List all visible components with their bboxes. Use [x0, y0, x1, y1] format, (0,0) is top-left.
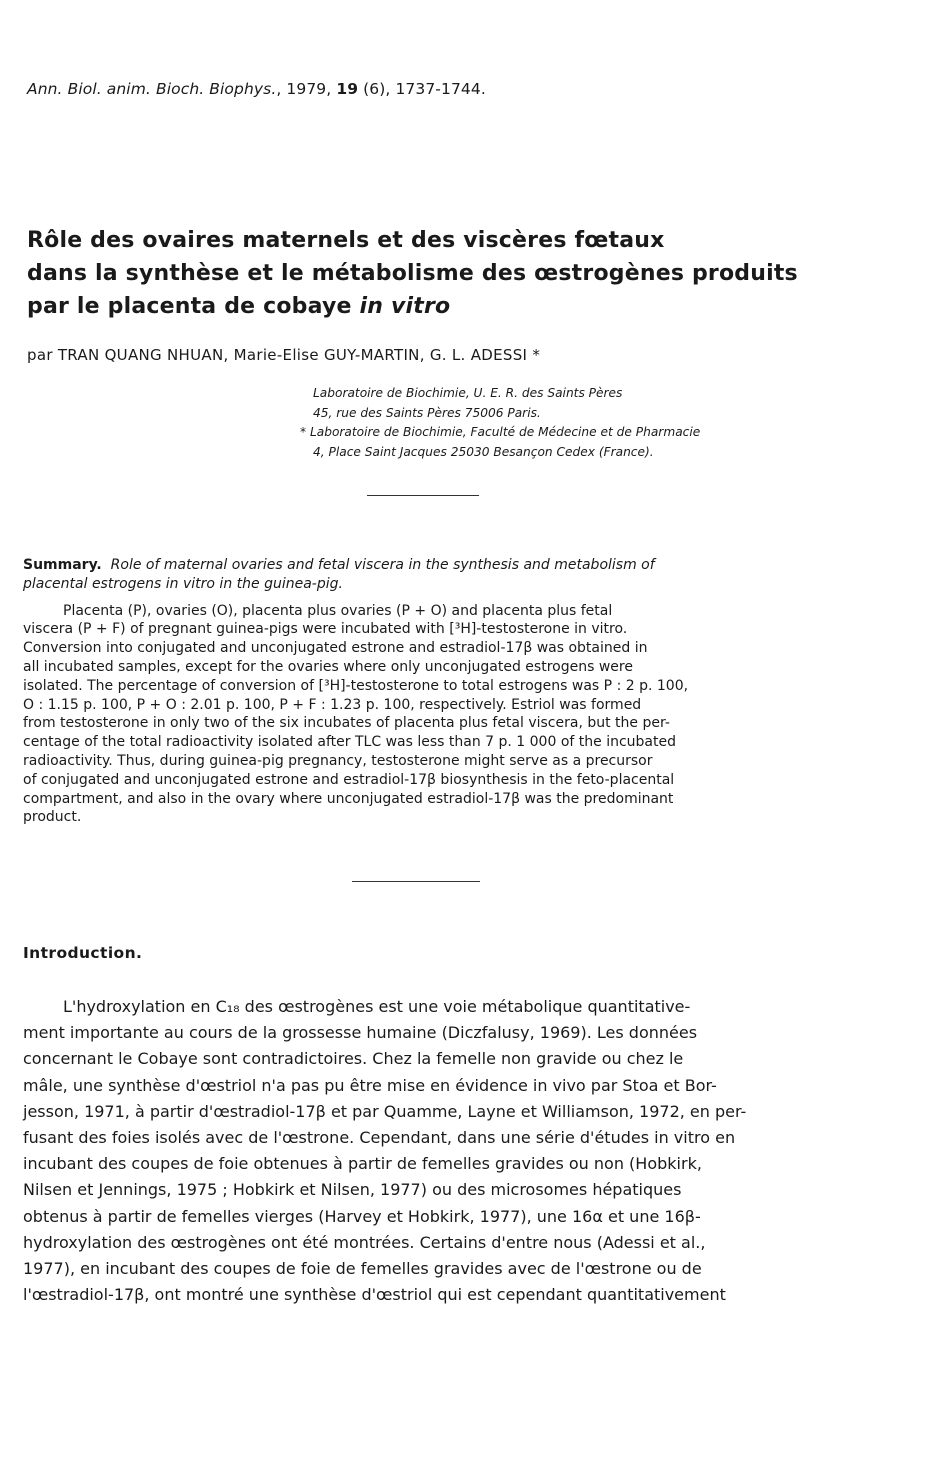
body-line: jesson, 1971, à partir d'œstradiol-17β et par Quamme, Layne et Williamson, 1972, en per- — [23, 1101, 747, 1121]
summary-line: compartment, and also in the ovary where unconjugated estradiol-17β was the predominant — [23, 790, 674, 807]
body-line: obtenus à partir de femelles vierges (Harvey et Hobkirk, 1977), une 16α et une 16β- — [23, 1206, 701, 1226]
affiliation-line: 4, Place Saint Jacques 25030 Besançon Cedex (France). — [313, 444, 654, 459]
body-line: l'œstradiol-17β, ont montré une synthèse d'œstriol qui est cependant quantitativement — [23, 1285, 726, 1305]
summary-abstract — [23, 556, 818, 827]
divider — [352, 881, 480, 882]
summary-heading-line — [23, 556, 818, 575]
summary-line: from testosterone in only two of the six incubates of placenta plus fetal viscera, but the per- — [23, 715, 670, 732]
citation-pages: (6), 1737-1744. — [358, 80, 486, 98]
body-line: Nilsen et Jennings, 1975 ; Hobkirk et Nilsen, 1977) ou des microsomes hépatiques — [23, 1180, 682, 1200]
introduction-body — [23, 994, 818, 1308]
summary-line: Conversion into conjugated and unconjugated estrone and estradiol-17β was obtained in — [23, 640, 648, 657]
summary-line: product. — [23, 809, 82, 826]
title-line-3 — [27, 290, 867, 323]
affiliation-line: * Laboratoire de Biochimie, Faculté de Médecine et de Pharmacie — [300, 425, 701, 439]
summary-title: Role of maternal ovaries and fetal viscera in the synthesis and metabolism of — [110, 557, 655, 573]
body-line: hydroxylation des œstrogènes ont été montrées. Certains d'entre nous (Adessi et al., — [23, 1232, 706, 1252]
summary-line: centage of the total radioactivity isolated after TLC was less than 7 p. 1 000 of the incubated — [23, 734, 676, 751]
summary-title-cont: placental estrogens in vitro in the guinea-pig. — [23, 575, 343, 592]
body-line: fusant des foies isolés avec de l'œstrone. Cependant, dans une série d'études in vitro en — [23, 1128, 736, 1148]
title-line-2: dans la synthèse et le métabolisme des œstrogènes produits — [27, 261, 798, 286]
summary-line: viscera (P + F) of pregnant guinea-pigs were incubated with [³H]-testosterone in vitro. — [23, 621, 628, 638]
title-line-3-text: par le placenta de cobaye — [27, 294, 360, 319]
section-heading-introduction: Introduction. — [23, 944, 143, 962]
affiliation-line: Laboratoire de Biochimie, U. E. R. des Saints Pères — [313, 386, 623, 400]
summary-label: Summary. — [23, 557, 102, 573]
summary-line: O : 1.15 p. 100, P + O : 2.01 p. 100, P + F : 1.23 p. 100, respectively. Estriol was formed — [23, 696, 642, 713]
citation-year: , 1979, — [276, 80, 337, 98]
body-line: L'hydroxylation en C₁₈ des œstrogènes est une voie métabolique quantitative- — [63, 997, 691, 1016]
summary-line: of conjugated and unconjugated estrone and estradiol-17β biosynthesis in the feto-placental — [23, 771, 675, 788]
summary-line: isolated. The percentage of conversion of [³H]-testosterone to total estrogens was P : 2 p. 100, — [23, 677, 689, 694]
body-line: incubant des coupes de foie obtenues à partir de femelles gravides ou non (Hobkirk, — [23, 1154, 702, 1174]
summary-line: Placenta (P), ovaries (O), placenta plus ovaries (P + O) and placenta plus fetal — [63, 602, 613, 619]
journal-citation — [27, 80, 486, 98]
summary-line: radioactivity. Thus, during guinea-pig pregnancy, testosterone might serve as a precursor — [23, 752, 653, 769]
body-line: ment importante au cours de la grossesse humaine (Diczfalusy, 1969). Les données — [23, 1023, 698, 1043]
body-line: mâle, une synthèse d'œstriol n'a pas pu être mise en évidence in vivo par Stoa et Bor- — [23, 1075, 717, 1095]
authors-line: par TRAN QUANG NHUAN, Marie-Elise GUY-MARTIN, G. L. ADESSI * — [27, 346, 541, 364]
summary-line: all incubated samples, except for the ovaries where only unconjugated estrogens were — [23, 658, 633, 675]
affiliation-line: 45, rue des Saints Pères 75006 Paris. — [313, 405, 541, 420]
body-line: concernant le Cobaye sont contradictoires. Chez la femelle non gravide ou chez le — [23, 1049, 684, 1069]
affiliations — [300, 384, 700, 462]
title-italic-in-vitro: in vitro — [359, 294, 451, 319]
journal-name: Ann. Biol. anim. Bioch. Biophys. — [27, 80, 277, 98]
article-title — [27, 224, 867, 323]
body-line: 1977), en incubant des coupes de foie de femelles gravides avec de l'œstrone ou de — [23, 1259, 702, 1279]
citation-volume: 19 — [336, 80, 359, 98]
divider — [367, 495, 479, 496]
title-line-1: Rôle des ovaires maternels et des viscères fœtaux — [27, 228, 665, 253]
